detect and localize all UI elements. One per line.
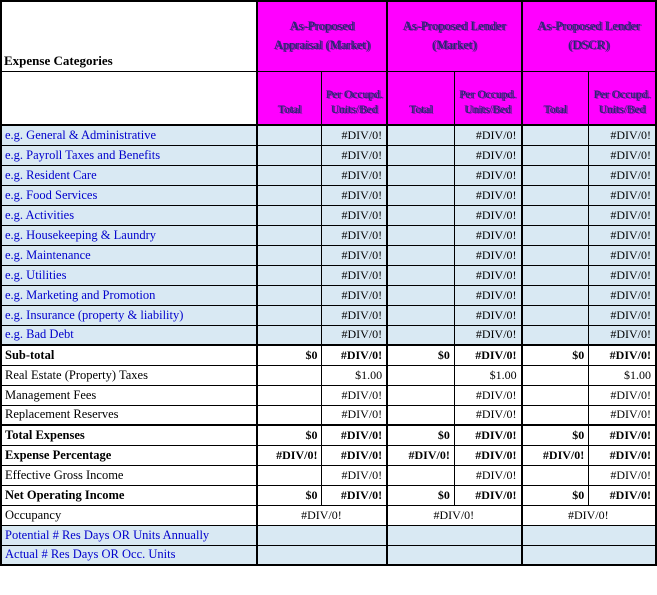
row-label: e.g. Marketing and Promotion [1,285,257,305]
value-cell: #DIV/0! [322,185,387,205]
value-cell [522,405,589,425]
value-cell: #DIV/0! [387,505,521,525]
value-cell: #DIV/0! [454,485,521,505]
value-cell [257,525,387,545]
row-label: e.g. Bad Debt [1,325,257,345]
value-cell: #DIV/0! [257,445,322,465]
per-occupied-header-lender-dscr: Per Occupd. Units/Bed [589,71,656,125]
value-cell [522,225,589,245]
value-cell: #DIV/0! [322,125,387,145]
value-cell: $0 [257,345,322,365]
value-cell [387,205,454,225]
value-cell: #DIV/0! [322,485,387,505]
value-cell [257,325,322,345]
table-row [1,325,656,345]
value-cell: #DIV/0! [322,465,387,485]
value-cell [387,325,454,345]
row-label: Total Expenses [1,425,257,445]
table-row [1,485,656,505]
table-row [1,285,656,305]
value-cell [257,545,387,565]
row-label: e.g. Payroll Taxes and Benefits [1,145,257,165]
value-cell: #DIV/0! [322,165,387,185]
table-row [1,465,656,485]
value-cell: #DIV/0! [322,345,387,365]
value-cell [522,305,589,325]
value-cell [387,245,454,265]
value-cell: #DIV/0! [589,265,656,285]
value-cell: $1.00 [322,365,387,385]
value-cell: #DIV/0! [589,285,656,305]
value-cell [257,285,322,305]
table-row [1,225,656,245]
corner-empty-cell [1,71,257,125]
value-cell [522,265,589,285]
value-cell: #DIV/0! [522,445,589,465]
value-cell [387,305,454,325]
row-label: Real Estate (Property) Taxes [1,365,257,385]
value-cell: $0 [522,345,589,365]
value-cell [522,245,589,265]
value-cell: #DIV/0! [454,265,521,285]
value-cell: $0 [522,485,589,505]
row-label: e.g. Food Services [1,185,257,205]
row-label: Actual # Res Days OR Occ. Units [1,545,257,565]
value-cell [257,405,322,425]
value-cell: #DIV/0! [589,325,656,345]
value-cell: #DIV/0! [257,505,387,525]
row-label: e.g. Insurance (property & liability) [1,305,257,325]
table-row [1,185,656,205]
group-header-lender-dscr: As-Proposed Lender (DSCR) [522,1,656,71]
table-row [1,525,656,545]
value-cell: #DIV/0! [589,205,656,225]
table-row [1,345,656,365]
value-cell: #DIV/0! [454,185,521,205]
value-cell [522,125,589,145]
value-cell: #DIV/0! [322,445,387,465]
expense-categories-header: Expense Categories [1,1,257,71]
value-cell [257,305,322,325]
row-label: e.g. Housekeeping & Laundry [1,225,257,245]
value-cell: #DIV/0! [322,425,387,445]
table-row [1,405,656,425]
value-cell: #DIV/0! [589,385,656,405]
value-cell: $0 [257,425,322,445]
value-cell [387,265,454,285]
value-cell: #DIV/0! [454,205,521,225]
value-cell: #DIV/0! [454,445,521,465]
total-header-appraisal: Total [257,71,322,125]
value-cell: #DIV/0! [322,305,387,325]
row-label: Sub-total [1,345,257,365]
value-cell [257,245,322,265]
value-cell: #DIV/0! [454,165,521,185]
value-cell: $0 [387,425,454,445]
value-cell: #DIV/0! [589,145,656,165]
value-cell: #DIV/0! [387,445,454,465]
per-occupied-header-lender-market: Per Occupd. Units/Bed [454,71,521,125]
value-cell: #DIV/0! [589,345,656,365]
value-cell [257,145,322,165]
value-cell: $0 [257,485,322,505]
row-label: e.g. Maintenance [1,245,257,265]
value-cell: #DIV/0! [589,125,656,145]
table-row [1,165,656,185]
value-cell: $0 [387,485,454,505]
total-header-lender-market: Total [387,71,454,125]
table-row [1,365,656,385]
value-cell [387,285,454,305]
group-header-row [1,1,656,71]
value-cell [522,145,589,165]
value-cell: #DIV/0! [454,305,521,325]
row-label: e.g. Utilities [1,265,257,285]
value-cell: #DIV/0! [589,245,656,265]
value-cell: #DIV/0! [454,225,521,245]
value-cell [522,525,656,545]
table-row [1,305,656,325]
value-cell: #DIV/0! [322,325,387,345]
table-row [1,445,656,465]
value-cell [522,365,589,385]
value-cell [522,285,589,305]
value-cell: #DIV/0! [454,245,521,265]
value-cell [387,385,454,405]
value-cell [387,225,454,245]
group-header-lender-market: As-Proposed Lender (Market) [387,1,521,71]
value-cell: #DIV/0! [589,405,656,425]
value-cell: #DIV/0! [589,165,656,185]
table-row [1,505,656,525]
value-cell: #DIV/0! [589,185,656,205]
value-cell: #DIV/0! [454,325,521,345]
row-label: e.g. Activities [1,205,257,225]
value-cell [522,385,589,405]
table-row [1,145,656,165]
value-cell [387,405,454,425]
value-cell: #DIV/0! [322,245,387,265]
value-cell: #DIV/0! [589,485,656,505]
value-cell [387,125,454,145]
value-cell: #DIV/0! [589,305,656,325]
value-cell: #DIV/0! [322,385,387,405]
value-cell: #DIV/0! [454,145,521,165]
row-label: Occupancy [1,505,257,525]
value-cell [522,325,589,345]
per-occupied-header-appraisal: Per Occupd. Units/Bed [322,71,387,125]
row-label: e.g. General & Administrative [1,125,257,145]
value-cell: #DIV/0! [589,425,656,445]
table-row [1,265,656,285]
value-cell: #DIV/0! [589,225,656,245]
sub-header-row [1,71,656,125]
row-label: Potential # Res Days OR Units Annually [1,525,257,545]
value-cell [387,525,521,545]
table-row [1,245,656,265]
value-cell: #DIV/0! [454,405,521,425]
value-cell [257,125,322,145]
row-label: e.g. Resident Care [1,165,257,185]
value-cell: #DIV/0! [322,285,387,305]
row-label: Expense Percentage [1,445,257,465]
value-cell: #DIV/0! [454,385,521,405]
value-cell: $0 [387,345,454,365]
value-cell: #DIV/0! [322,225,387,245]
row-label: Replacement Reserves [1,405,257,425]
value-cell: $0 [522,425,589,445]
value-cell: $1.00 [454,365,521,385]
value-cell [257,385,322,405]
value-cell: #DIV/0! [322,265,387,285]
value-cell [387,145,454,165]
row-label: Net Operating Income [1,485,257,505]
table-row [1,545,656,565]
value-cell: #DIV/0! [454,285,521,305]
value-cell: #DIV/0! [522,505,656,525]
value-cell [387,185,454,205]
value-cell [387,365,454,385]
value-cell [522,465,589,485]
value-cell [257,365,322,385]
value-cell: #DIV/0! [322,405,387,425]
table-row [1,125,656,145]
value-cell [257,205,322,225]
value-cell: #DIV/0! [454,465,521,485]
group-header-appraisal-market: As-Proposed Appraisal (Market) [257,1,387,71]
value-cell [387,465,454,485]
value-cell: #DIV/0! [454,425,521,445]
total-header-lender-dscr: Total [522,71,589,125]
table-row [1,385,656,405]
table-row [1,425,656,445]
value-cell [257,185,322,205]
value-cell: #DIV/0! [589,465,656,485]
value-cell: #DIV/0! [589,445,656,465]
value-cell: #DIV/0! [322,145,387,165]
value-cell [257,165,322,185]
value-cell [387,545,521,565]
table-row [1,205,656,225]
value-cell [522,205,589,225]
value-cell [257,265,322,285]
value-cell [257,225,322,245]
row-label: Management Fees [1,385,257,405]
value-cell [387,165,454,185]
table-body [1,125,656,565]
value-cell [257,465,322,485]
value-cell: $1.00 [589,365,656,385]
value-cell [522,165,589,185]
value-cell: #DIV/0! [454,345,521,365]
value-cell [522,545,656,565]
value-cell [522,185,589,205]
value-cell: #DIV/0! [454,125,521,145]
row-label: Effective Gross Income [1,465,257,485]
value-cell: #DIV/0! [322,205,387,225]
